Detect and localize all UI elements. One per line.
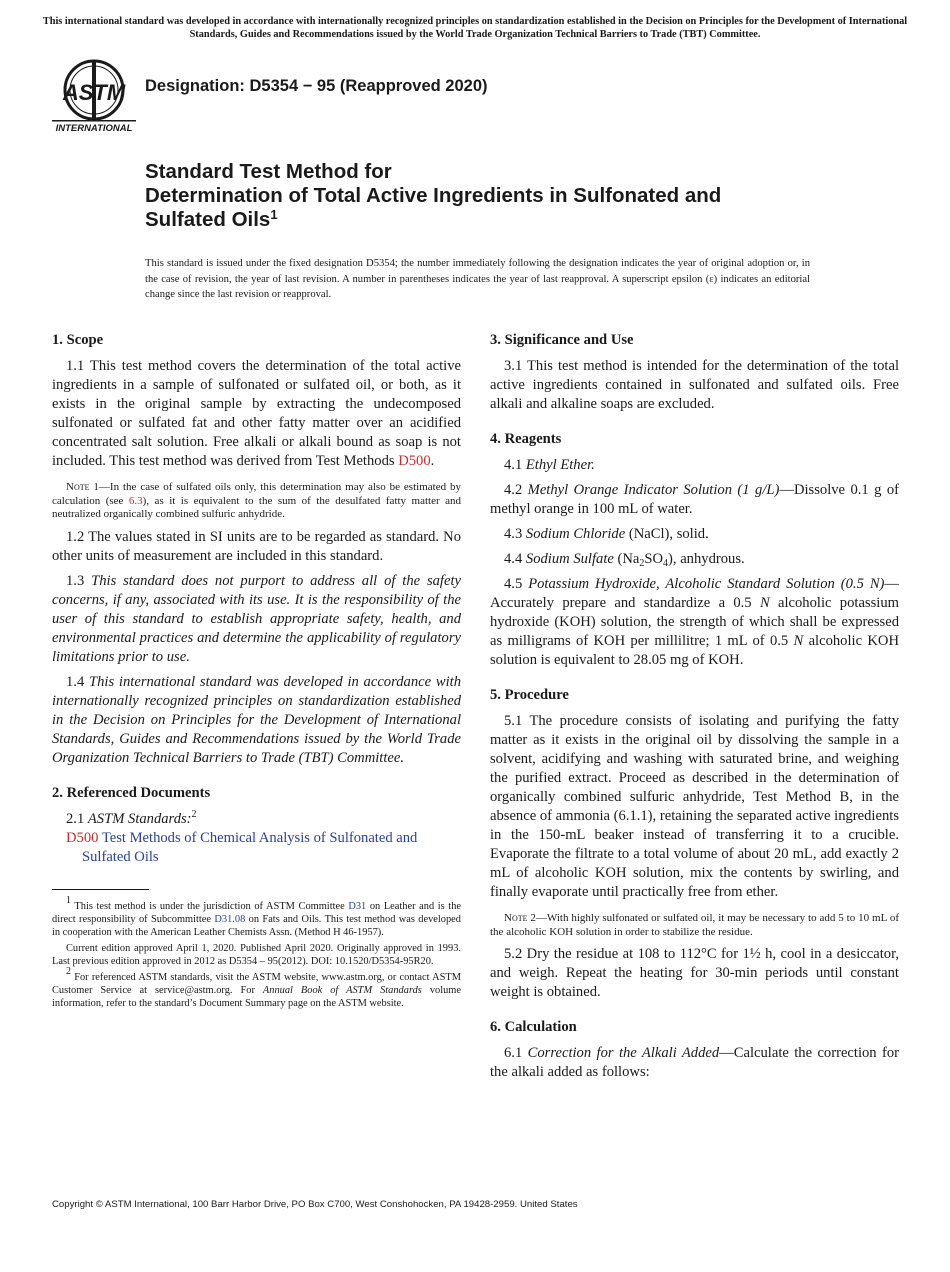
section-1-1: 1.1 This test method covers the determination of the total active ingredients in a sample of sulfonated or sulfated oil, or both, as it exists in the original sample by extracting the undecomposed sulfonated or sulfated fat and other fatty matter over an acidified concentrated salt solution. Free alkali or alkali bound as soap is not included. This test method was derived from Test Methods D500.: [52, 358, 461, 469]
link-d31[interactable]: D31: [348, 900, 367, 912]
right-column: [490, 331, 899, 1082]
footnote-rule: [52, 889, 149, 890]
section-4-2: 4.2 Methyl Orange Indicator Solution (1 g/L)—Dissolve 0.1 g of methyl orange in 100 mL of water.: [490, 482, 900, 517]
note-2: Note 2—With highly sulfonated or sulfated oil, it may be necessary to add 5 to 10 mL of the alcoholic KOH solution in order to stabilize the residue.: [490, 912, 899, 938]
section-4-3: 4.3 Sodium Chloride (NaCl), solid.: [504, 526, 709, 542]
section-6-1: 6.1 Correction for the Alkali Added—Calculate the correction for the alkali added as follows:: [490, 1045, 900, 1080]
title-block: [145, 160, 865, 232]
section-2-1: 2.1 ASTM Standards:$^2$: [66, 808, 197, 827]
section-1-2: 1.2 The values stated in SI units are to be regarded as standard. No other units of measurement are included in this standard.: [52, 528, 461, 564]
issuance-statement: This standard is issued under the fixed designation D5354; the number immediately following the designation indicates the year of original adoption or, in the case of revision, the year of last revision. A number in parentheses indicates the year of last reapproval. A superscript epsilon (ε) indicates an editorial change since the last revision or reapproval.: [145, 258, 810, 300]
section-4-1: 4.1 Ethyl Ether.: [504, 457, 595, 473]
left-column: [52, 331, 461, 1010]
top-notice: This international standard was developed in accordance with internationally recognized principles on standardization established in the Decision on Principles for the Development of International Standards, Guides and Recommendations issued by the World Trade Organization Technical Barriers to Trade (TBT) Committee.: [42, 16, 908, 40]
link-d500[interactable]: D500: [398, 453, 431, 469]
ref-d500-code[interactable]: D500: [66, 829, 99, 846]
link-6-3[interactable]: 6.3: [128, 494, 143, 507]
scope-heading: 1. Scope: [52, 332, 104, 348]
reagents-heading: 4. Reagents: [490, 431, 562, 447]
footnote-2: $^2$ For referenced ASTM standards, visit the ASTM website, www.astm.org, or contact ASTM Customer Service at service@astm.org. For Annual Book of ASTM Standards volume information, refer to the standard’s Document Summary page on the ASTM website.: [52, 965, 461, 1009]
note-1: Note 1—In the case of sulfated oils only, this determination may also be estimated by calculation (see 6.3), as it is equivalent to the sum of the desulfated fatty matter and neutralized organically combined sulfuric anhydride.: [52, 481, 461, 520]
logo-text: ASTM: [62, 80, 126, 105]
ref-d500-title[interactable]: Test Methods of Chemical Analysis of Sulfonated and Sulfated Oils: [82, 829, 418, 865]
designation: Designation: D5354 − 95 (Reapproved 2020): [145, 77, 488, 95]
title-line-2: Determination of Total Active Ingredients in Sulfonated and: [145, 184, 722, 207]
ref-d500: [52, 829, 461, 867]
footnote-current-edition: Current edition approved April 1, 2020. Published April 2020. Originally approved in 1993. Last previous edition approved in 2012 as D5354 – 95(2012). DOI: 10.1520/D5354-95R20.: [52, 942, 461, 967]
calculation-heading: 6. Calculation: [490, 1019, 577, 1035]
title-line-1: Standard Test Method for: [145, 160, 392, 183]
section-4-4: 4.4 Sodium Sulfate $(Na_2SO_4)$, anhydrous.: [504, 551, 745, 569]
footnote-1: $^1$ This test method is under the jurisdiction of ASTM Committee D31 on Leather and is the direct responsibility of Subcommittee D31.08 on Fats and Oils. This test method was developed in cooperation with the American Leather Chemists Assn. (Method H 46-1957).: [52, 894, 461, 938]
link-d31-08[interactable]: D31.08: [214, 913, 246, 925]
astm-logo: [52, 58, 136, 134]
title-footnote-mark: 1: [270, 207, 278, 222]
copyright-footer: Copyright © ASTM International, 100 Barr Harbor Drive, PO Box C700, West Conshohocken, PA 19428-2959. United States: [52, 1199, 578, 1210]
section-5-1: 5.1 The procedure consists of isolating and purifying the fatty matter as it exists in the original oil by dissolving the sample in a solvent, acidifying and washing with saturated brine, and weighing the purified extract. Proceed as described in the determination of organically combined sulfuric anhydride, Test Method B, in the absence of ammonia (6.1.1), retaining the separated active ingredients in the 150-mL beaker instead of transferring it to a crucible. Evaporate the filtrate to a total volume of about 20 mL, add exactly 2 mL of alcoholic KOH solution, mix the contents by swirling, and finally evaporate until practically free from ether.: [490, 713, 899, 900]
title-line-3: Sulfated Oils$^1$: [145, 207, 278, 231]
section-5-2: 5.2 Dry the residue at 108 to 112°C for 1½ h, cool in a desiccator, and weigh. Repeat the heating for 30-min periods until constant weight is obtained.: [490, 946, 899, 1000]
section-3-1: 3.1 This test method is intended for the determination of the total active ingredients contained in sulfonated and sulfated oils. Free alkali and alkaline soaps are excluded.: [490, 358, 899, 412]
significance-heading: 3. Significance and Use: [490, 332, 634, 348]
section-1-3: 1.3 This standard does not purport to address all of the safety concerns, if any, associated with its use. It is the responsibility of the user of this standard to establish appropriate safety, health, and environmental practices and determine the applicability of regulatory limitations prior to use.: [52, 572, 461, 665]
refdocs-heading: 2. Referenced Documents: [52, 784, 211, 801]
section-4-5: 4.5 Potassium Hydroxide, Alcoholic Standard Solution (0.5 N)—Accurately prepare and standardize a 0.5 N alcoholic potassium hydroxide (KOH) solution, the strength of which shall be expressed as milligrams of KOH per millilitre; 1 mL of 0.5 N alcoholic KOH solution is equivalent to 28.05 mg of KOH.: [490, 576, 900, 668]
procedure-heading: 5. Procedure: [490, 687, 569, 703]
logo-subtext: INTERNATIONAL: [55, 123, 133, 134]
section-1-4: 1.4 This international standard was developed in accordance with internationally recognized principles on standardization established in the Decision on Principles for the Development of International Standards, Guides and Recommendations issued by the World Trade Organization Technical Barriers to Trade (TBT) Committee.: [52, 673, 462, 766]
